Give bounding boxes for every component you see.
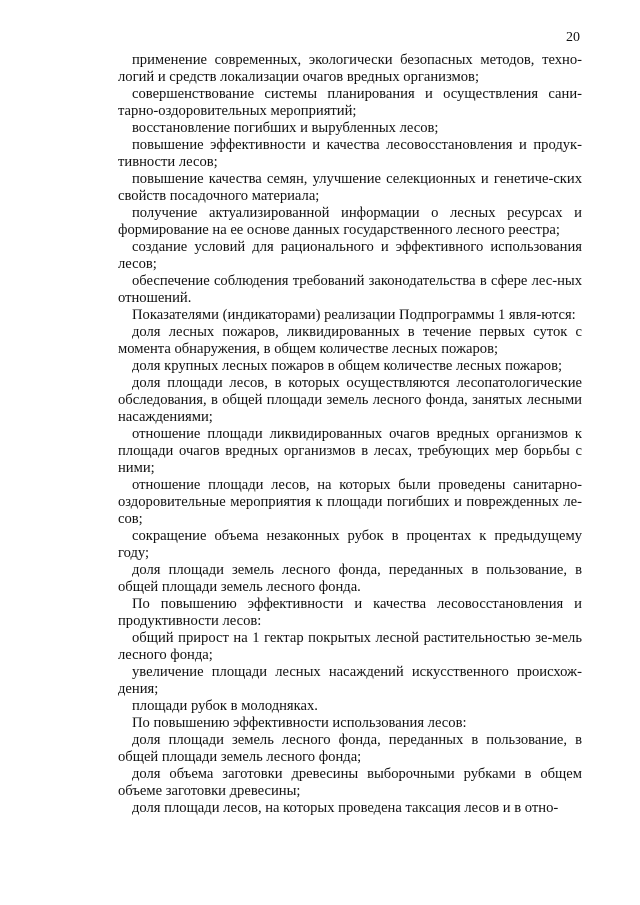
paragraph: доля лесных пожаров, ликвидированных в течение первых суток с момента обнаружения, в общем количестве лесных пожаров;	[118, 324, 582, 357]
paragraph: увеличение площади лесных насаждений искусственного происхож-дения;	[118, 664, 582, 697]
paragraph: получение актуализированной информации о лесных ресурсах и формирование на ее основе данных государственного лесного реестра;	[118, 205, 582, 238]
paragraph: общий прирост на 1 гектар покрытых лесной растительностью зе-мель лесного фонда;	[118, 630, 582, 663]
paragraph: отношение площади ликвидированных очагов вредных организмов к площади очагов вредных организмов в лесах, требующих мер борьбы с ними;	[118, 426, 582, 476]
paragraph: доля площади лесов, в которых осуществляются лесопатологические обследования, в общей площади земель лесного фонда, занятых лесными насаждениями;	[118, 375, 582, 425]
paragraph: доля площади земель лесного фонда, переданных в пользование, в общей площади земель лесного фонда;	[118, 732, 582, 765]
paragraph: отношение площади лесов, на которых были проведены санитарно-оздоровительные мероприятия к площади погибших и поврежденных ле-сов;	[118, 477, 582, 527]
paragraph: применение современных, экологически безопасных методов, техно-логий и средств локализации очагов вредных организмов;	[118, 52, 582, 85]
page-number: 20	[566, 30, 580, 45]
paragraph: Показателями (индикаторами) реализации Подпрограммы 1 явля-ются:	[132, 307, 576, 323]
paragraph: доля площади земель лесного фонда, переданных в пользование, в общей площади земель лесного фонда.	[118, 562, 582, 595]
paragraph: По повышению эффективности и качества лесовосстановления и продуктивности лесов:	[118, 596, 582, 629]
paragraph: повышение эффективности и качества лесовосстановления и продук-тивности лесов;	[118, 137, 582, 170]
paragraph: По повышению эффективности использования лесов:	[132, 715, 467, 731]
paragraph: создание условий для рационального и эффективного использования лесов;	[118, 239, 582, 272]
paragraph: доля объема заготовки древесины выборочными рубками в общем объеме заготовки древесины;	[118, 766, 582, 799]
paragraph: сокращение объема незаконных рубок в процентах к предыдущему году;	[118, 528, 582, 561]
paragraph: площади рубок в молодняках.	[132, 698, 318, 714]
paragraph: доля площади лесов, на которых проведена таксация лесов и в отно-	[132, 800, 559, 816]
paragraph: восстановление погибших и вырубленных лесов;	[132, 120, 439, 136]
body-text	[118, 52, 582, 817]
paragraph: доля крупных лесных пожаров в общем количестве лесных пожаров;	[132, 358, 563, 374]
paragraph: повышение качества семян, улучшение селекционных и генетиче-ских свойств посадочного материала;	[118, 171, 582, 204]
paragraph: совершенствование системы планирования и осуществления сани-тарно-оздоровительных мероприятий;	[118, 86, 582, 119]
paragraph: обеспечение соблюдения требований законодательства в сфере лес-ных отношений.	[118, 273, 582, 306]
